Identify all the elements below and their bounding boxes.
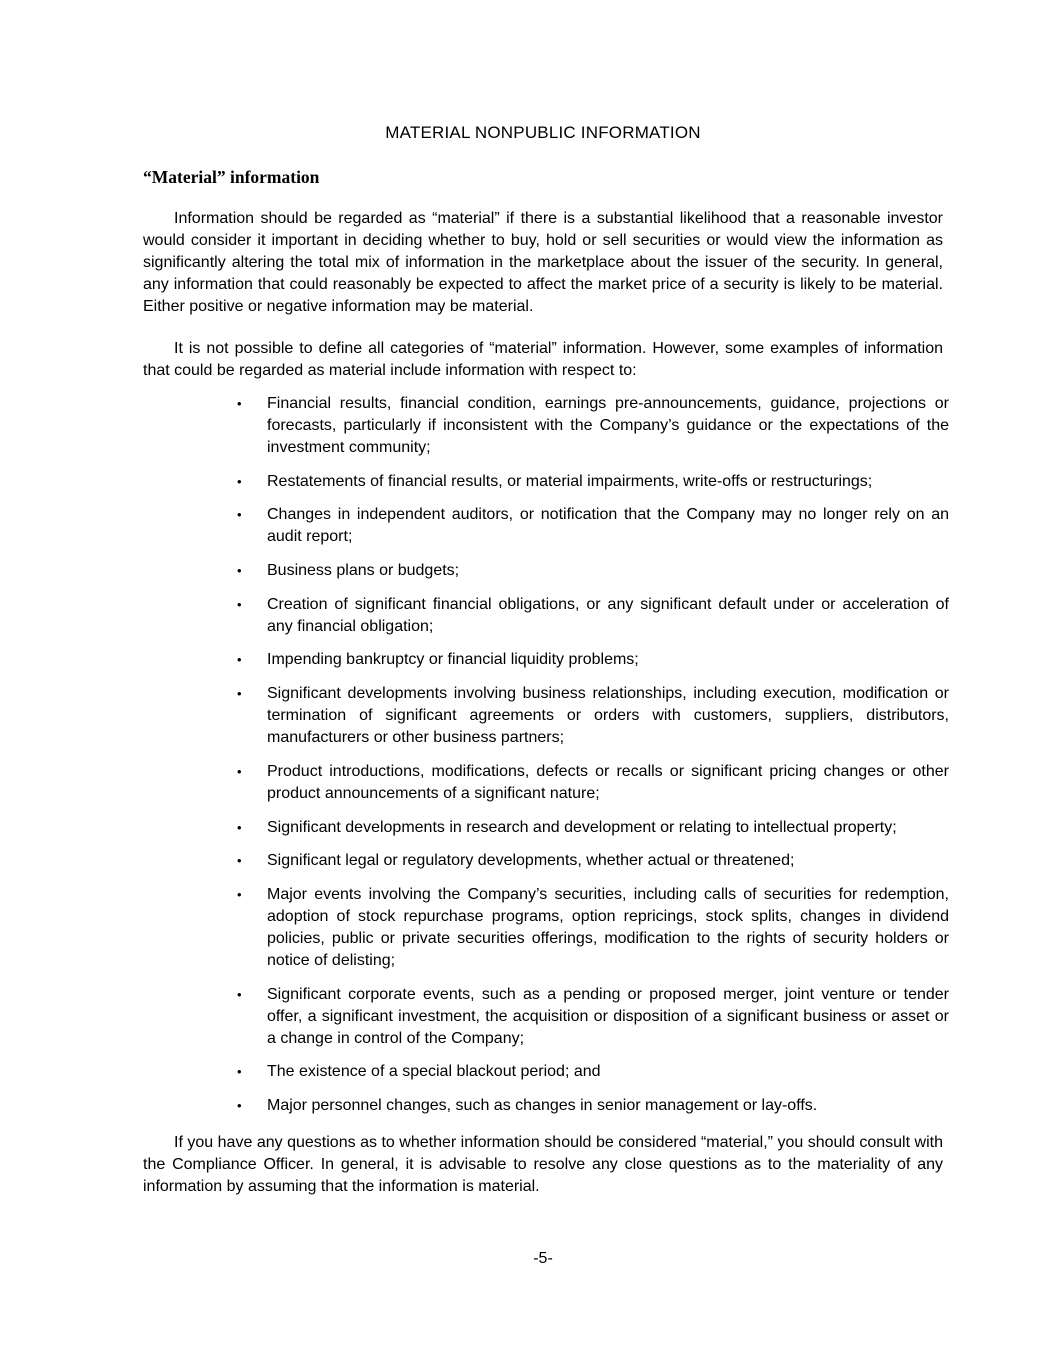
list-item-text: The existence of a special blackout period; and <box>267 1063 601 1081</box>
list-item-text: Financial results, financial condition, earnings pre-announcements, guidance, projections or forecasts, particularly if inconsistent with the Company’s guidance or the expectations of the investment community; <box>267 395 949 456</box>
bullet-icon: • <box>237 596 242 612</box>
list-item <box>229 683 949 749</box>
bullet-icon: • <box>237 563 242 579</box>
bullet-icon: • <box>237 886 242 902</box>
list-item-text: Major personnel changes, such as changes in senior management or lay-offs. <box>267 1096 818 1114</box>
bullet-icon: • <box>237 853 242 869</box>
list-item <box>229 393 949 459</box>
bullet-icon: • <box>237 396 242 411</box>
list-item <box>229 1095 949 1117</box>
list-item <box>229 761 949 805</box>
list-item-text: Restatements of financial results, or material impairments, write-offs or restructurings; <box>267 472 873 490</box>
list-item-text: Creation of significant financial obligations, or any significant default under or acceleration of any financial obligation; <box>267 595 949 635</box>
bullet-icon: • <box>237 763 242 779</box>
page-number: -5- <box>533 1250 553 1267</box>
section-heading: “Material” information <box>143 167 320 187</box>
bullet-icon: • <box>237 819 242 835</box>
list-item <box>229 850 949 872</box>
list-item-text: Business plans or budgets; <box>267 562 460 580</box>
list-item-text: Changes in independent auditors, or notification that the Company may no longer rely on an audit report; <box>267 506 949 546</box>
bullet-icon: • <box>237 986 242 1002</box>
examples-list <box>229 393 949 1129</box>
list-item-text: Impending bankruptcy or financial liquidity problems; <box>267 651 639 669</box>
list-item-text: Significant developments involving business relationships, including execution, modification or termination of significant agreements or orders with customers, suppliers, distributors, manufacturers or other business partners; <box>267 685 949 747</box>
paragraph-examples-intro: It is not possible to define all categories of “material” information. However, some examples of information that could be regarded as material include information with respect to: <box>143 340 943 379</box>
list-item <box>229 817 949 839</box>
list-item <box>229 594 949 638</box>
bullet-icon: • <box>237 686 242 702</box>
list-item-text: Major events involving the Company’s securities, including calls of securities for redemption, adoption of stock repurchase programs, option repricings, stock splits, changes in dividend policies, public or private securities offerings, modification to the rights of security holders or notice of delisting; <box>267 885 949 969</box>
paragraph-compliance-officer: If you have any questions as to whether information should be considered “material,” you should consult with the Compliance Officer. In general, it is advisable to resolve any close questions as to the materiality of any information by assuming that the information is material. <box>143 1134 943 1195</box>
list-item <box>229 884 949 972</box>
list-item-text: Product introductions, modifications, defects or recalls or significant pricing changes or other product announcements of a significant nature; <box>267 762 949 802</box>
list-item <box>229 984 949 1050</box>
list-item-text: Significant corporate events, such as a pending or proposed merger, joint venture or tender offer, a significant investment, the acquisition or disposition of a significant business or asset or a change in control of the Company; <box>267 985 949 1047</box>
list-item <box>229 649 949 671</box>
page-title: MATERIAL NONPUBLIC INFORMATION <box>385 123 701 142</box>
list-item-text: Significant developments in research and development or relating to intellectual property; <box>267 818 897 836</box>
bullet-icon: • <box>237 1064 242 1080</box>
bullet-icon: • <box>237 473 242 489</box>
list-item-text: Significant legal or regulatory developments, whether actual or threatened; <box>267 852 795 870</box>
list-item <box>229 1061 949 1083</box>
list-item <box>229 471 949 493</box>
bullet-icon: • <box>237 652 242 668</box>
list-item <box>229 504 949 548</box>
paragraph-definition: Information should be regarded as “material” if there is a substantial likelihood that a reasonable investor would consider it important in deciding whether to buy, hold or sell securities or would view the information as significantly altering the total mix of information in the marketplace about the issuer of the security. In general, any information that could reasonably be expected to affect the market price of a security is likely to be material. Either positive or negative information may be material. <box>143 210 943 315</box>
list-item <box>229 560 949 582</box>
bullet-icon: • <box>237 1097 242 1113</box>
bullet-icon: • <box>237 507 242 523</box>
